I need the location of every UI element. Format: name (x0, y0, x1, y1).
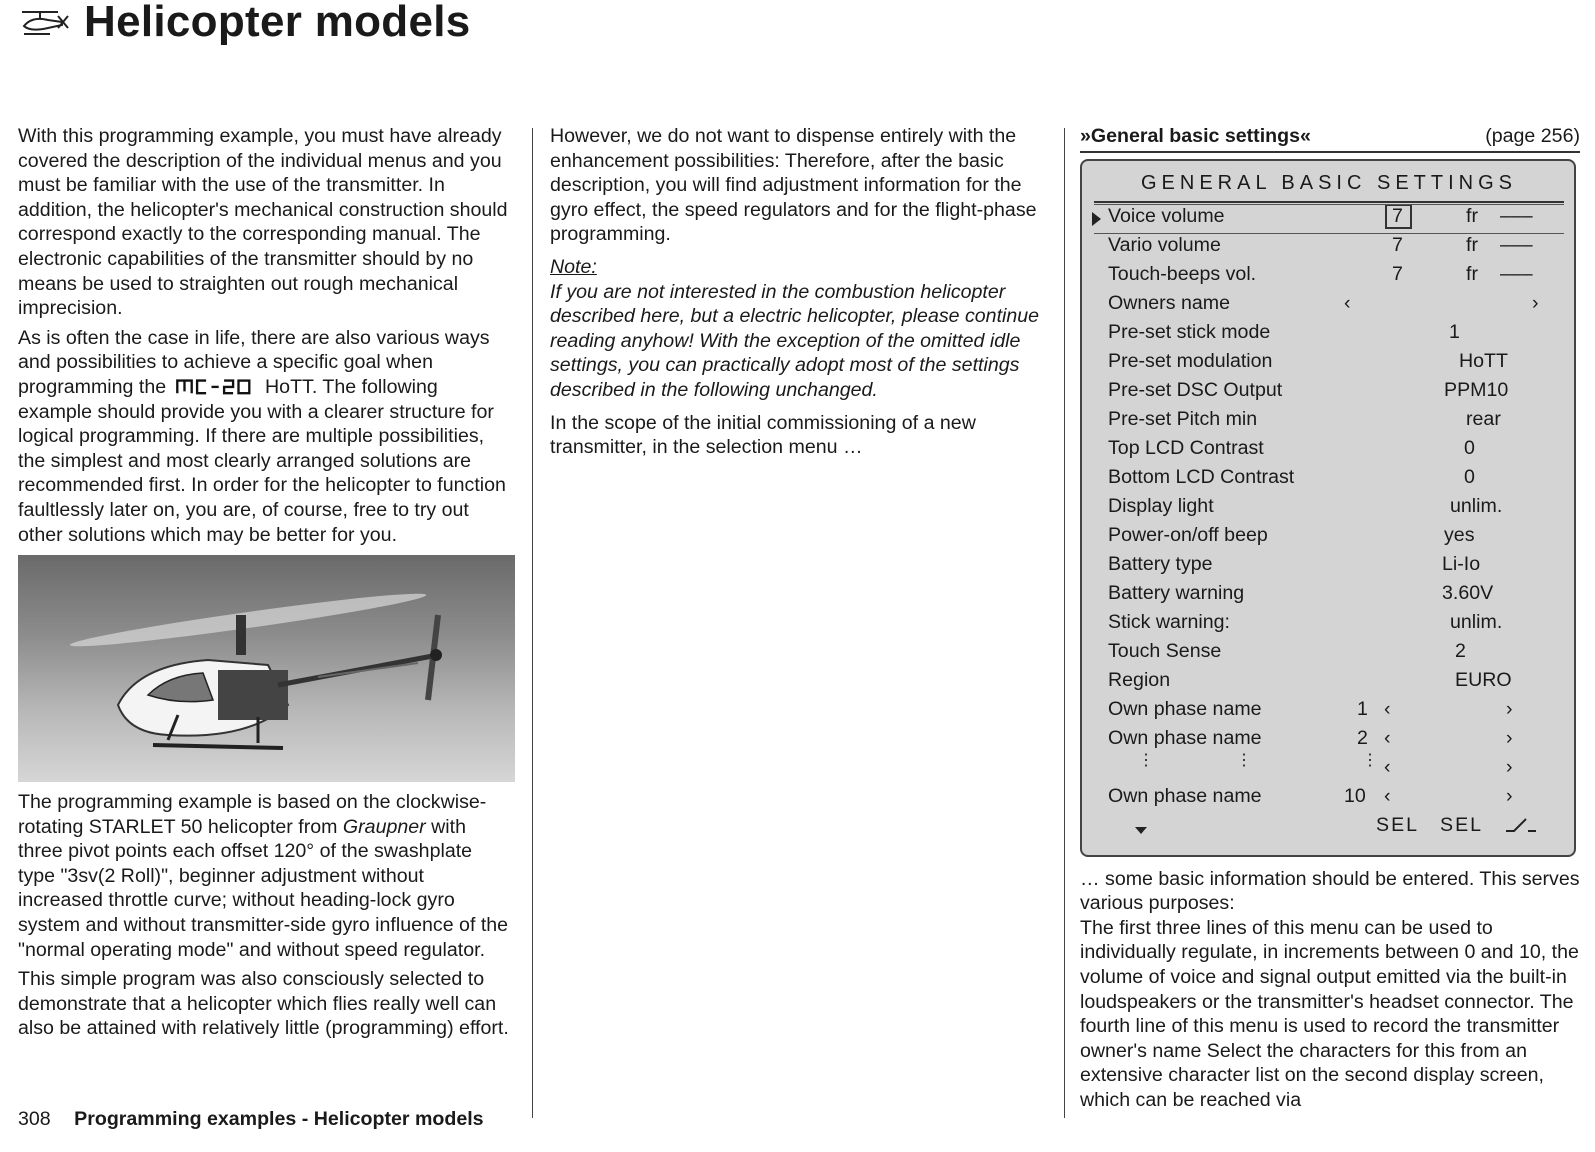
ways-paragraph (18, 326, 510, 547)
lcd-row-label: Battery type (1108, 552, 1213, 575)
lcd-row-label: Stick warning: (1108, 610, 1230, 633)
lcd-row-phase-name-10[interactable] (1082, 784, 1574, 813)
chevron-left-icon: ‹ (1344, 291, 1351, 314)
lcd-row-switch: ––– (1500, 262, 1533, 285)
lcd-row-value: EURO (1455, 668, 1512, 691)
helicopter-icon (18, 6, 70, 38)
chevron-right-icon: › (1506, 755, 1513, 778)
lcd-row-label: Display light (1108, 494, 1214, 517)
scroll-down-arrow-icon[interactable] (1134, 817, 1148, 842)
lcd-row-battery-type[interactable] (1082, 552, 1574, 581)
chevron-right-icon: › (1506, 726, 1513, 749)
brand-name: Graupner (342, 815, 426, 838)
lcd-row-label: Vario volume (1108, 233, 1221, 256)
switch-symbol-icon[interactable] (1504, 815, 1538, 840)
row-underline (1094, 204, 1564, 205)
note-label: Note: (550, 255, 597, 278)
menu-reference (1080, 124, 1580, 153)
lcd-row-value: 7 (1392, 233, 1403, 256)
row-underline (1094, 233, 1564, 234)
example-text-start: The programming example is based on the clockwise-rotating STARLET 50 helicopter from (18, 791, 487, 838)
lcd-row-value: 1 (1449, 320, 1460, 343)
lcd-title: GENERAL BASIC SETTINGS (1094, 171, 1564, 203)
lcd-row-label: Own phase name (1108, 726, 1262, 749)
selection-cursor-icon (1092, 212, 1101, 226)
helicopter-photo (18, 555, 515, 782)
lcd-footer (1082, 813, 1574, 842)
lcd-row-fr: fr (1466, 262, 1478, 285)
menu-reference-page: (page 256) (1485, 125, 1580, 147)
lcd-row-stick-warning[interactable] (1082, 610, 1574, 639)
volume-paragraph: The first three lines of this menu can be used to individually regulate, in increments between 0 and 10, the volume of voice and signal output emitted via the built-in loudspeakers or the transmitter's headset connector. The fourth line of this menu is used to record the transmitter owner's name Select the characters for this from an extensive character list on the second display screen, which can be reached via (1080, 916, 1579, 1111)
example-paragraph (18, 790, 510, 962)
intro-paragraph: With this programming example, you must have already covered the description of the individual menus and you must be familiar with the use of the transmitter. In addition, the helicopter's mechanical construction should correspond exactly to the corresponding manual. The electronic capabilities of the transmitter should by no means be used to straighten out rough mechanical imprecision. (18, 125, 508, 320)
sel-button[interactable]: SEL (1376, 813, 1420, 836)
lcd-row-value: unlim. (1450, 494, 1503, 517)
lcd-row-bottom-contrast[interactable] (1082, 465, 1574, 494)
lcd-row-switch: ––– (1500, 233, 1533, 256)
lcd-row-touch-beeps[interactable] (1082, 262, 1574, 291)
footer-title: Programming examples - Helicopter models (74, 1108, 484, 1130)
lcd-row-value: 7 (1392, 262, 1403, 285)
helicopter-illustration (18, 555, 515, 782)
lcd-row-label: Bottom LCD Contrast (1108, 465, 1295, 488)
chevron-right-icon: › (1532, 291, 1539, 314)
mc20-logo-icon (172, 377, 260, 395)
page-title: Helicopter models (84, 0, 471, 46)
vertical-ellipsis-icon: ⋮ (1236, 751, 1252, 769)
lcd-row-label: Owners name (1108, 291, 1230, 314)
lcd-row-label: Battery warning (1108, 581, 1245, 604)
phase-number: 1 (1357, 697, 1368, 720)
chevron-left-icon: ‹ (1384, 784, 1391, 807)
lcd-row-label: Pre-set Pitch min (1108, 407, 1258, 430)
lcd-row-value: 2 (1455, 639, 1466, 662)
lcd-row-fr: fr (1466, 204, 1478, 227)
lcd-row-label: Pre-set modulation (1108, 349, 1273, 372)
vertical-ellipsis-icon: ⋮ (1138, 751, 1154, 769)
sel-button[interactable]: SEL (1440, 813, 1484, 836)
vertical-ellipsis-icon: ⋮ (1362, 751, 1378, 769)
lcd-row-voice-volume[interactable] (1082, 204, 1574, 233)
lcd-row-label: Pre-set DSC Output (1108, 378, 1283, 401)
ways-text-start: As is often the case in life, there are also various ways and possibilities to achieve a specific goal when programming the (18, 326, 490, 398)
lcd-row-ellipsis (1082, 751, 1574, 784)
lcd-row-value: PPM10 (1444, 378, 1509, 401)
note-text: If you are not interested in the combustion helicopter described here, but a electric helicopter, please continue reading anyhow! With the exception of the omitted idle settings, you can practically adopt most of the settings described in the following unchanged. (550, 280, 1040, 401)
commissioning-paragraph: In the scope of the initial commissioning of a new transmitter, in the selection menu … (550, 411, 976, 459)
lcd-row-value: yes (1444, 523, 1475, 546)
column-left (18, 124, 510, 1046)
lcd-row-battery-warning[interactable] (1082, 581, 1574, 610)
lcd-row-value: rear (1466, 407, 1501, 430)
lcd-row-fr: fr (1466, 233, 1478, 256)
chevron-left-icon: ‹ (1384, 726, 1391, 749)
lcd-row-display-light[interactable] (1082, 494, 1574, 523)
lcd-row-pitch-min[interactable] (1082, 407, 1574, 436)
page-footer (18, 1108, 484, 1131)
lcd-row-label: Pre-set stick mode (1108, 320, 1271, 343)
page-heading (18, 0, 471, 44)
lcd-row-power-beep[interactable] (1082, 523, 1574, 552)
lcd-row-value: 3.60V (1442, 581, 1494, 604)
menu-reference-title: »General basic settings« (1080, 125, 1311, 147)
ways-text-end: HoTT. The following example should provide you with a clearer structure for logical programming. If there are multiple possibilities, the simplest and most clearly arranged solutions are recommended first. In order for the helicopter to function faultlessly later on, you are, of course, free to try out other solutions which may be better for you. (18, 375, 506, 546)
example-text-end: with three pivot points each offset 120° of the swashplate type "3sv(2 Roll)", beginner adjustment without increased throttle curve; without heading-lock gyro system and without transmitter-side gyro influence of the "normal operating mode" and without speed regulator. (18, 815, 509, 961)
lcd-row-vario-volume[interactable] (1082, 233, 1574, 262)
note-block (550, 255, 1045, 403)
lcd-row-label: Power-on/off beep (1108, 523, 1268, 546)
lcd-row-region[interactable] (1082, 668, 1574, 697)
lcd-row-value: unlim. (1450, 610, 1503, 633)
chevron-right-icon: › (1506, 784, 1513, 807)
phase-number: 2 (1357, 726, 1368, 749)
chevron-left-icon: ‹ (1384, 755, 1391, 778)
lcd-screen (1080, 159, 1576, 857)
lcd-row-owners-name[interactable] (1082, 291, 1574, 320)
lcd-row-value: 7 (1392, 204, 1403, 227)
column-middle (550, 124, 1045, 465)
lcd-row-touch-sense[interactable] (1082, 639, 1574, 668)
lcd-row-label: Own phase name (1108, 784, 1262, 807)
lcd-row-label: Region (1108, 668, 1171, 691)
lcd-row-switch: ––– (1500, 204, 1533, 227)
chevron-right-icon: › (1506, 697, 1513, 720)
enhancement-paragraph: However, we do not want to dispense entirely with the enhancement possibilities: Therefore, after the basic description, you will find adjustment information for the gyro effect, the speed regulators and for the flight-phase programming. (550, 125, 1037, 246)
lcd-row-label: Touch-beeps vol. (1108, 262, 1257, 285)
lcd-row-label: Voice volume (1108, 204, 1225, 227)
column-right (1080, 124, 1580, 1113)
basic-info-paragraph: … some basic information should be entered. This serves various purposes: (1080, 867, 1580, 915)
page-number: 308 (18, 1108, 51, 1130)
lcd-row-phase-name-2[interactable] (1082, 726, 1574, 755)
phase-number: 10 (1344, 784, 1366, 807)
lcd-row-label: Top LCD Contrast (1108, 436, 1264, 459)
lcd-row-phase-name-1[interactable] (1082, 697, 1574, 726)
chevron-left-icon: ‹ (1384, 697, 1391, 720)
lcd-row-value: 0 (1464, 465, 1475, 488)
simple-program-paragraph: This simple program was also consciously selected to demonstrate that a helicopter which flies really well can also be attained with relatively little (programming) effort. (18, 968, 509, 1040)
column-divider (532, 128, 533, 1118)
column-divider (1064, 128, 1065, 1118)
lcd-row-value: HoTT (1459, 349, 1508, 372)
lcd-row-dsc-output[interactable] (1082, 378, 1574, 407)
lcd-row-value: 0 (1464, 436, 1475, 459)
lcd-row-value: Li-Io (1442, 552, 1481, 575)
lcd-row-label: Touch Sense (1108, 639, 1222, 662)
lcd-row-top-contrast[interactable] (1082, 436, 1574, 465)
lcd-row-modulation[interactable] (1082, 349, 1574, 378)
lcd-row-label: Own phase name (1108, 697, 1262, 720)
lcd-row-stick-mode[interactable] (1082, 320, 1574, 349)
